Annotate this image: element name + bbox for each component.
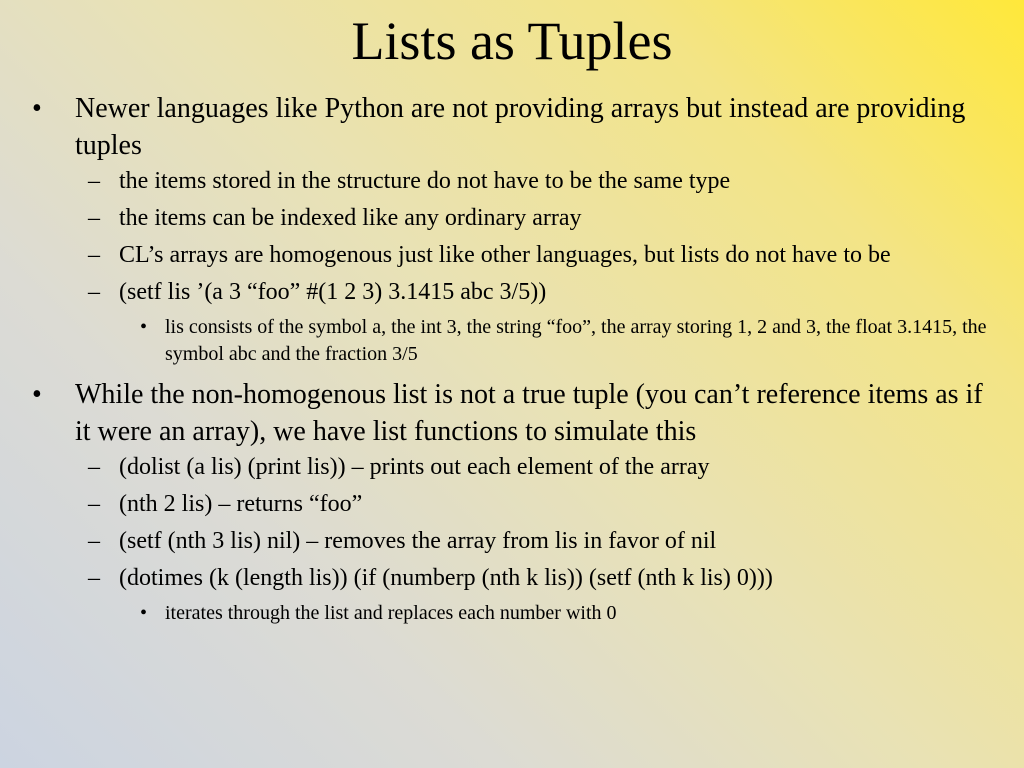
bullet-point bbox=[0, 376, 985, 450]
sub-bullet-text: (dotimes (k (length lis)) (if (numberp (nth k lis)) (setf (nth k lis) 0))) bbox=[119, 565, 773, 591]
bullet-icon: • bbox=[32, 379, 42, 410]
dash-icon: – bbox=[88, 205, 100, 231]
sub-bullet-point bbox=[0, 277, 985, 308]
sub-bullet-point bbox=[0, 526, 985, 557]
sub-bullet-point bbox=[0, 240, 985, 271]
sub-bullet-point bbox=[0, 489, 985, 520]
dash-icon: – bbox=[88, 279, 100, 305]
dash-icon: – bbox=[88, 454, 100, 480]
sub-bullet-point bbox=[0, 452, 985, 483]
bullet-text: Newer languages like Python are not providing arrays but instead are providing tuples bbox=[75, 93, 966, 161]
sub-bullet-point bbox=[0, 203, 985, 234]
dash-icon: – bbox=[88, 491, 100, 517]
dash-icon: – bbox=[88, 528, 100, 554]
sub-bullet-point bbox=[0, 166, 985, 197]
small-bullet-icon: • bbox=[140, 602, 148, 624]
sub-bullet-text: (setf lis ’(a 3 “foo” #(1 2 3) 3.1415 abc 3/5)) bbox=[119, 279, 547, 305]
detail-point bbox=[0, 314, 990, 368]
detail-text: lis consists of the symbol a, the int 3, the string “foo”, the array storing 1, 2 and 3, the float 3.1415, the symbol abc and the fraction 3/5 bbox=[165, 316, 987, 365]
detail-point bbox=[0, 600, 990, 627]
small-bullet-icon: • bbox=[140, 316, 148, 338]
detail-text: iterates through the list and replaces each number with 0 bbox=[165, 602, 617, 624]
bullet-icon: • bbox=[32, 93, 42, 124]
slide-body bbox=[0, 90, 1024, 627]
sub-bullet-point bbox=[0, 563, 985, 594]
sub-bullet-text: CL’s arrays are homogenous just like other languages, but lists do not have to be bbox=[119, 242, 891, 268]
sub-bullet-text: (dolist (a lis) (print lis)) – prints out each element of the array bbox=[119, 454, 710, 480]
dash-icon: – bbox=[88, 168, 100, 194]
sub-bullet-text: (nth 2 lis) – returns “foo” bbox=[119, 491, 363, 517]
sub-bullet-text: the items can be indexed like any ordinary array bbox=[119, 205, 582, 231]
dash-icon: – bbox=[88, 565, 100, 591]
sub-bullet-text: (setf (nth 3 lis) nil) – removes the array from lis in favor of nil bbox=[119, 528, 717, 554]
dash-icon: – bbox=[88, 242, 100, 268]
bullet-text: While the non-homogenous list is not a true tuple (you can’t reference items as if it were an array), we have list functions to simulate this bbox=[75, 379, 983, 447]
sub-bullet-text: the items stored in the structure do not have to be the same type bbox=[119, 168, 731, 194]
slide-title: Lists as Tuples bbox=[351, 11, 673, 71]
bullet-point bbox=[0, 90, 985, 164]
